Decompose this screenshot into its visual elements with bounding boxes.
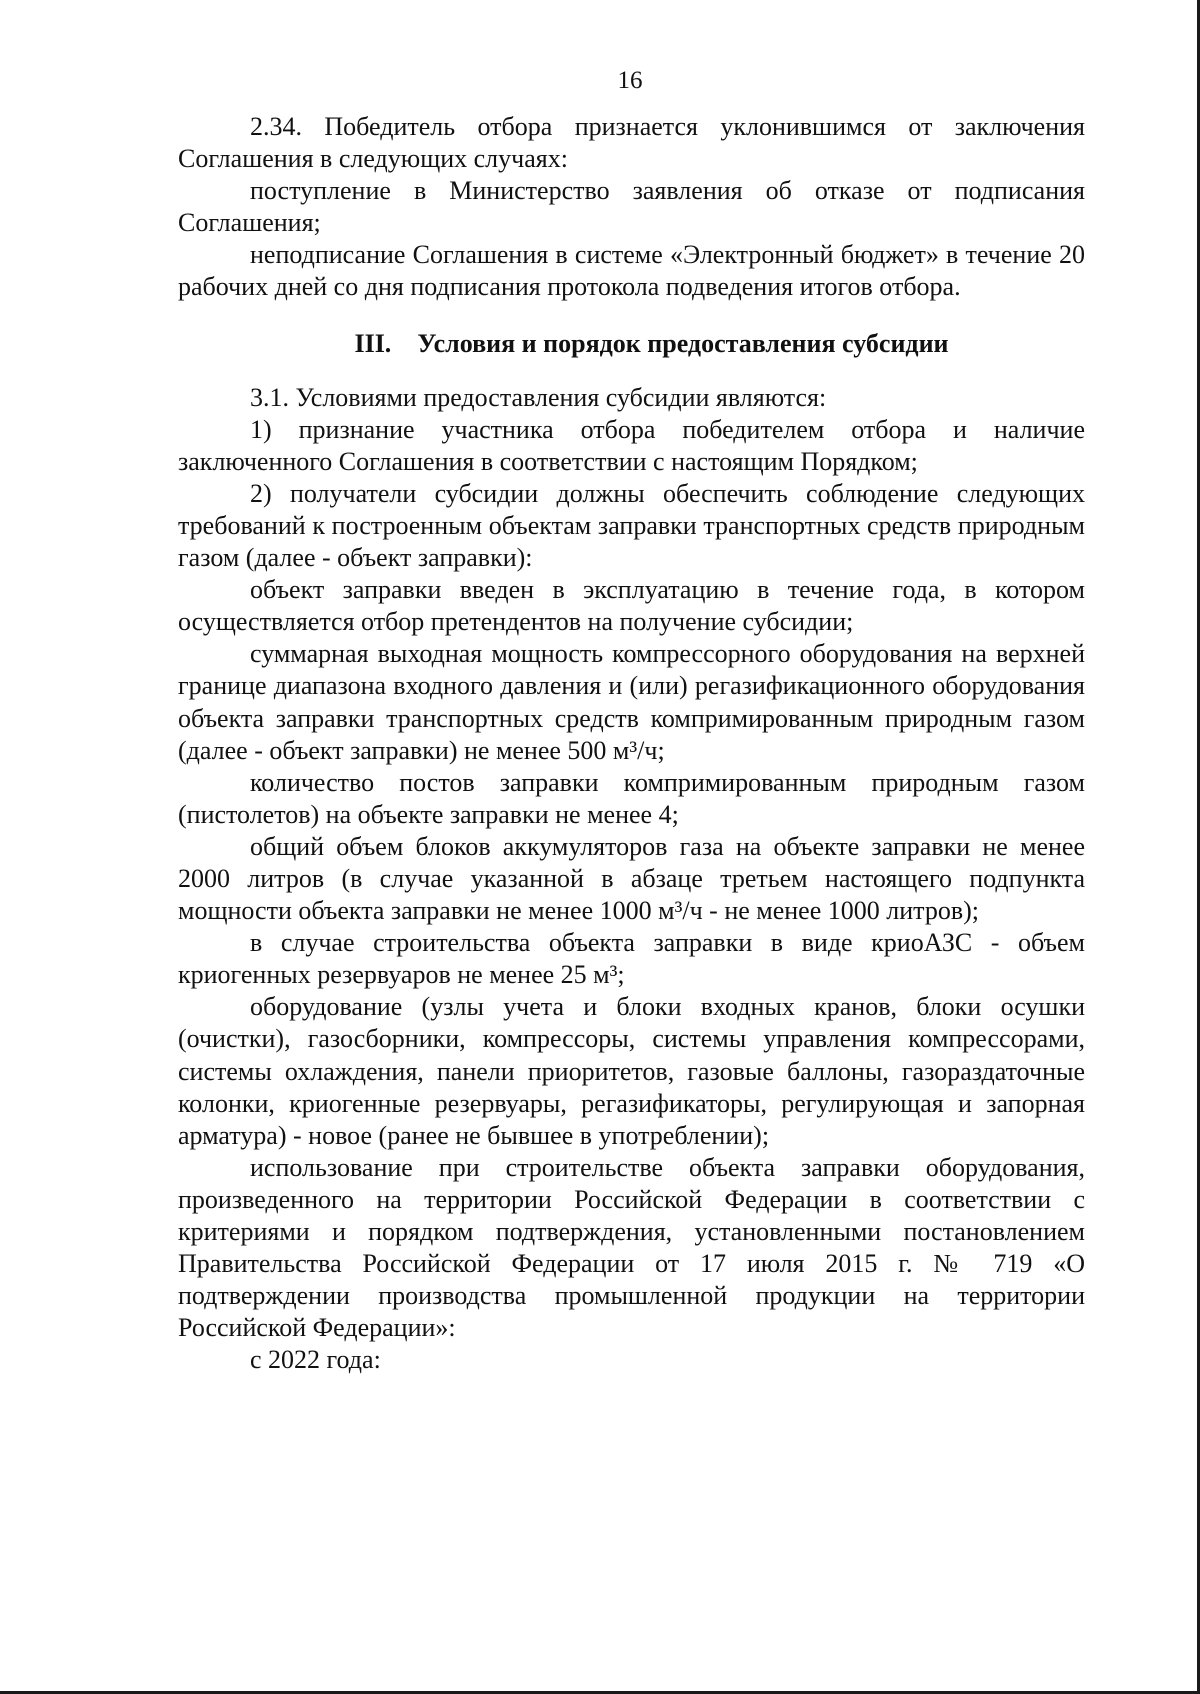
section-number: III. (354, 328, 392, 358)
paragraph-refusal-statement: поступление в Министерство заявления об отказе от подписания Соглашения; (178, 176, 1085, 238)
paragraph-condition-2: 2) получатели субсидии должны обеспечить соблюдение следующих требований к построенным объектам заправки транспортных средств природным газом (далее - объект заправки): (178, 478, 1085, 573)
paragraph-russian-equipment: использование при строительстве объекта заправки оборудования, произведенного на территории Российской Федерации в соответствии с критериями и порядком подтверждения, установленными постановлением Правительства Российской Федерации от 17 июля 2015 г. № 719 «О подтверждении производства промышленной продукции на территории Российской Федерации»: (178, 1152, 1085, 1343)
section-title: Условия и порядок предоставления субсидии (417, 328, 949, 358)
paragraph-from-2022: с 2022 года: (250, 1345, 381, 1375)
page-number: 16 (617, 67, 643, 94)
section-heading (178, 328, 1085, 360)
paragraph-accumulator-volume: общий объем блоков аккумуляторов газа на объекте заправки не менее 2000 литров (в случае указанной в абзаце третьем настоящего подпункта мощности объекта заправки не менее 1000 м³/ч - не менее 1000 литров); (178, 831, 1085, 926)
paragraph-non-signing: неподписание Соглашения в системе «Электронный бюджет» в течение 20 рабочих дней со дня подписания протокола подведения итогов отбора. (178, 240, 1085, 302)
paragraph-3-1: 3.1. Условиями предоставления субсидии являются: (250, 382, 827, 412)
paragraph-condition-1: 1) признание участника отбора победителем отбора и наличие заключенного Соглашения в соответствии с настоящим Порядком; (178, 414, 1085, 476)
document-body (178, 111, 1085, 1376)
paragraph-new-equipment: оборудование (узлы учета и блоки входных кранов, блоки осушки (очистки), газосборники, компрессоры, системы управления компрессорами, системы охлаждения, панели приоритетов, газовые баллоны, газораздаточные колонки, криогенные резервуары, регазификаторы, регулирующая и запорная арматура) - новое (ранее не бывшее в употреблении); (178, 992, 1085, 1150)
paragraph-output-capacity: суммарная выходная мощность компрессорного оборудования на верхней границе диапазона входного давления и (или) регазификационного оборудования объекта заправки транспортных средств компримированным природным газом (далее - объект заправки) не менее 500 м³/ч; (178, 639, 1085, 765)
paragraph-2-34: 2.34. Победитель отбора признается уклонившимся от заключения Соглашения в следующих случаях: (178, 112, 1085, 174)
paragraph-fueling-posts: количество постов заправки компримированным природным газом (пистолетов) на объекте заправки не менее 4; (178, 767, 1085, 829)
paragraph-cryogenic-tanks: в случае строительства объекта заправки в виде криоАЗС - объем криогенных резервуаров не менее 25 м³; (178, 928, 1085, 990)
paragraph-commissioning: объект заправки введен в эксплуатацию в течение года, в котором осуществляется отбор претендентов на получение субсидии; (178, 575, 1085, 637)
